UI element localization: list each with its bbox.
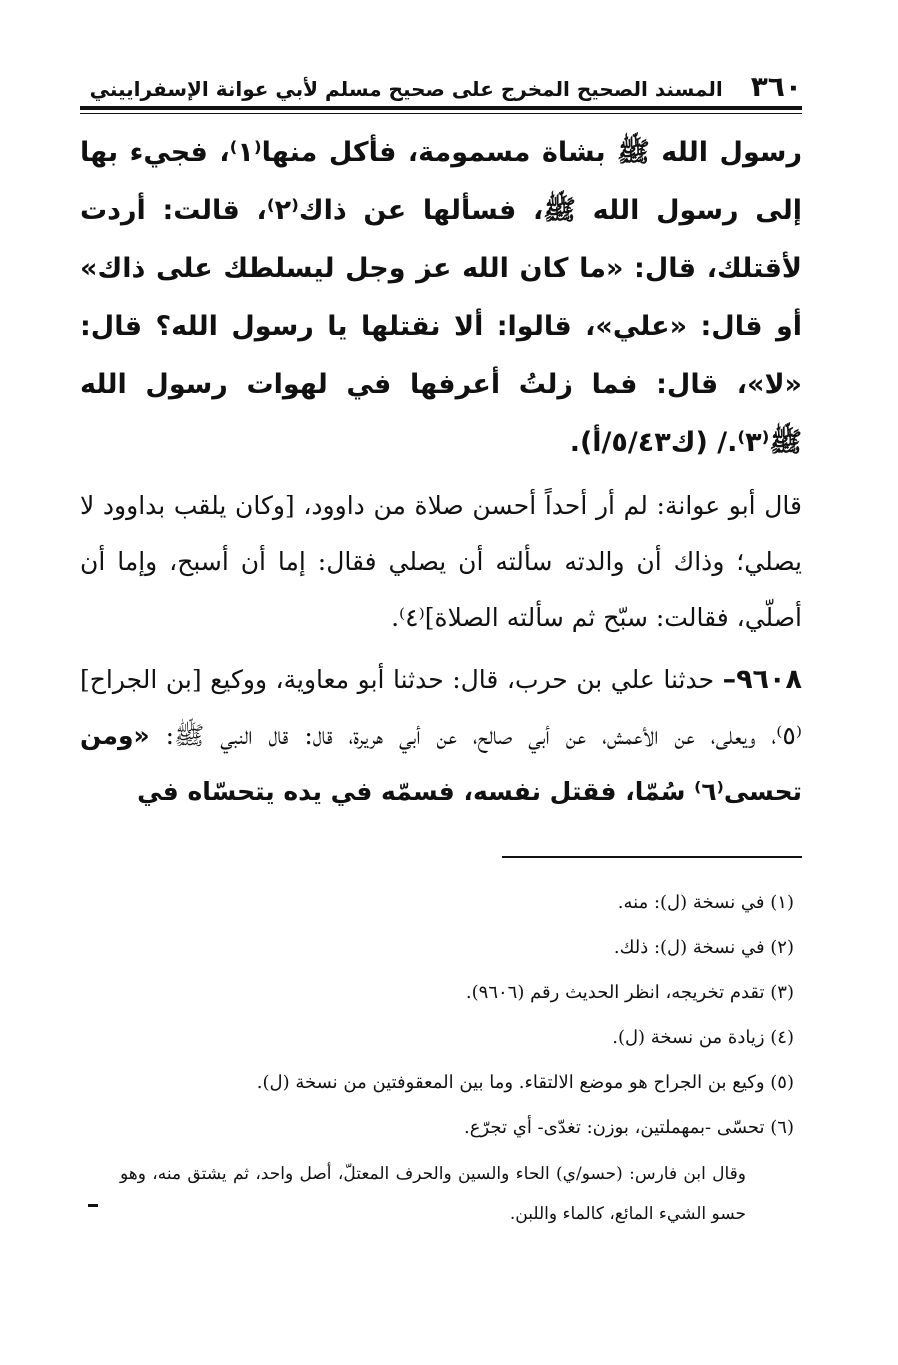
- hadith-isnad: حدثنا علي بن حرب، قال: حدثنا أبو معاوية، ووكيع [بن الجراح]⁽٥⁾، ويعلى، عن الأعمش، عن أبي صالح، عن أبي هريرة، قال: قال النبي ﷺ:: [80, 665, 802, 750]
- abu-awana-commentary: قال أبو عوانة: لم أر أحداً أحسن صلاة من داوود، [وكان يلقب بداوود لا يصلي؛ وذاك أن والدته سألته أن يصلي فقال: إما أن أسبح، وإما أن أصلّي، فقالت: سبّح ثم سألته الصلاة]⁽٤⁾.: [80, 491, 802, 632]
- footnote-1: (١) في نسخة (ل): منه.: [617, 892, 794, 913]
- footnote-6: (٦) تحسّى -بمهملتين، بوزن: تغدّى- أي تجرّع.: [464, 1117, 794, 1138]
- book-page: [80, 70, 802, 1234]
- page-number: ٣٦٠: [750, 70, 802, 103]
- footnote-4: (٤) زيادة من نسخة (ل).: [612, 1027, 794, 1048]
- running-header: [80, 70, 802, 104]
- footnote-5: (٥) وكيع بن الجراح هو موضع الالتقاء. وما بين المعقوفتين من نسخة (ل).: [256, 1072, 794, 1093]
- header-rule: [80, 106, 802, 110]
- footnote-2: (٢) في نسخة (ل): ذلك.: [613, 937, 794, 958]
- page-end-mark: [88, 1204, 98, 1207]
- hadith-9608: [80, 652, 802, 820]
- footnotes: [80, 880, 802, 1150]
- hadith-matn: «ومن تحسى⁽٦⁾ سُمّا، فقتل نفسه، فسمّه في يده يتحسّاه في: [80, 721, 802, 806]
- footnote-3: (٣) تقدم تخريجه، انظر الحديث رقم (٩٦٠٦).: [465, 982, 794, 1003]
- hadith-continuation: رسول الله ﷺ بشاة مسمومة، فأكل منها⁽١⁾، فجيء بها إلى رسول الله ﷺ، فسألها عن ذاك⁽٢⁾، قالت: أردت لأقتلك، قال: «ما كان الله عز وجل ليسلطك على ذاك» أو قال: «علي»، قالوا: ألا نقتلها يا رسول الله؟ قال: «لا»، قال: فما زلتُ أعرفها في لهوات رسول الله ﷺ⁽٣⁾./ (ك٥/٤٣/أ).: [80, 137, 802, 458]
- book-title: المسند الصحيح المخرج على صحيح مسلم لأبي عوانة الإسفراييني: [89, 77, 723, 101]
- footnote-separator: [502, 856, 802, 858]
- header-rule-thin: [80, 113, 802, 114]
- footnote-6-continuation: وقال ابن فارس: (حسو/ي) الحاء والسين والحرف المعتلّ، أصل واحد، ثم يشتق منه، وهو حسو الشيء المائع، كالماء واللبن.: [120, 1164, 746, 1224]
- hadith-number: ٩٦٠٨–: [722, 664, 802, 695]
